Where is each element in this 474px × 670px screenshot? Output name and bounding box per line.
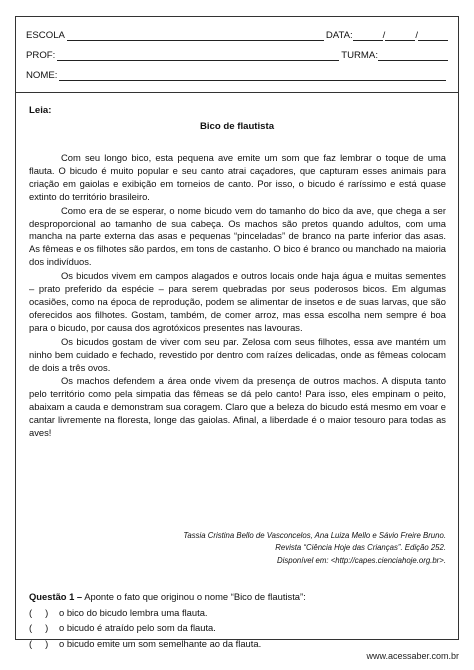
header-row-escola [26,30,448,41]
paragraph: Como era de se esperar, o nome bicudo vem do tamanho do bico da ave, que chega a ser desproporcional ao tamanho de sua cabeça. Os machos são pretos quando adultos, com uma mancha na parte externa das asas e pequenas “pinceladas” de branco na parte inferior das asas. As fêmeas e os filhotes são pardos, em tons de castanho. O bico é branco ou manchado na maioria dos indivíduos. [29,204,446,268]
footer-url: www.acessaber.com.br [366,651,459,661]
source-credit [183,530,446,567]
nome-label: NOME: [26,70,58,81]
answer-checkbox[interactable]: ( ) [29,606,49,618]
prof-field[interactable] [57,51,339,61]
data-label: DATA: [325,30,353,41]
question-label: Questão 1 – [29,591,83,602]
answer-option-text: o bicudo emite um som semelhante ao da flauta. [59,637,262,649]
date-separator-1: / [382,30,386,41]
answer-checkbox[interactable]: ( ) [29,637,49,649]
answer-option [29,605,306,621]
question-1 [29,589,306,651]
question-text: Aponte o fato que originou o nome “Bico de flautista”: [82,591,306,602]
paragraph: Os machos defendem a área onde vivem da presença de outros machos. A disputa tanto pelo território como pela simpatia das fêmeas se dá pelo canto! Para isso, eles empinam o peito, abaixam a cauda e demonstram sua coragem. Claro que a beleza do bicudo está mesmo em voar e cantar livremente na floresta, longe das gaiolas. Afinal, a liberdade é o maior tesouro para todas as aves! [29,375,446,439]
reading-text [29,152,446,441]
header-divider [16,92,458,93]
credit-source: Revista “Ciência Hoje das Crianças”. Edição 252. [275,543,446,553]
text-title: Bico de flautista [199,121,275,132]
date-year-field[interactable] [418,31,448,41]
nome-field[interactable] [59,71,446,81]
paragraph: Os bicudos gostam de viver com seu par. Zelosa com seus filhotes, essa ave mantém um ninho bem cuidado e fechado, revestido por dentro com raízes delicadas, onde as fêmeas colocam de dois a três ovos. [29,335,446,373]
date-day-field[interactable] [353,31,383,41]
answer-checkbox[interactable]: ( ) [29,622,49,634]
credit-available: Disponível em: <http://capes.cienciahoje.org.br>. [276,555,446,565]
answer-option-text: o bico do bicudo lembra uma flauta. [59,606,208,618]
date-separator-2: / [415,30,418,41]
question-title [29,589,306,605]
answer-option [29,636,306,652]
escola-field[interactable] [67,31,324,41]
header-row-nome [26,70,448,81]
paragraph: Os bicudos vivem em campos alagados e outros locais onde haja água e muitas sementes – prato preferido da espécie – para serem quebradas por seus poderosos bicos. Em algumas ocasiões, como na época de reprodução, podem se alimentar de insetos e de suas larvas, que são oferecidos aos filhotes. Gostam, também, de comer arroz, mas essa escolha nem sempre é boa para o bicudo, por causa dos agrotóxicos presentes nas lavouras. [29,270,446,333]
leia-label: Leia: [29,105,52,116]
turma-field[interactable] [378,51,448,61]
credit-authors: Tassia Cristina Bello de Vasconcelos, Ana Luiza Mello e Sávio Freire Bruno. [183,531,446,540]
header-row-prof [26,50,448,61]
prof-label: PROF: [26,50,56,61]
paragraph: Com seu longo bico, esta pequena ave emite um som que faz lembrar o toque de uma flauta. O bicudo é muito popular e seu canto atrai caçadores, que capturam esses animais para criação em gaiolas e exibição em torneios de canto. Por isso, o bicudo é raríssimo e está quase extinto do território brasileiro. [29,152,446,202]
answer-option [29,620,306,636]
worksheet-frame [15,16,459,649]
answer-option-text: o bicudo é atraído pelo som da flauta. [59,622,216,634]
escola-label: ESCOLA [26,30,65,41]
date-month-field[interactable] [382,30,415,41]
turma-label: TURMA: [341,50,378,61]
